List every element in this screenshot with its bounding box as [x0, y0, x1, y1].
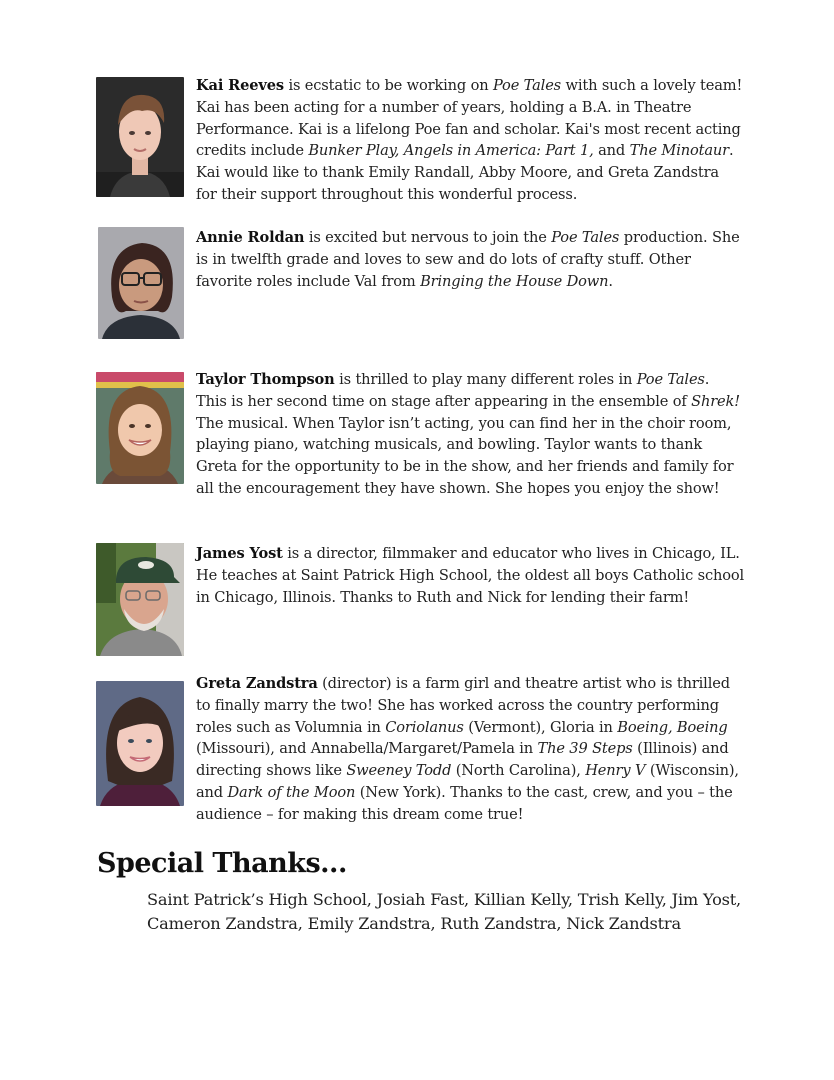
bio-title-italic: Bunker Play, Angels in America: Part 1,	[308, 142, 594, 160]
bio-text-segment: (New York). Thanks to the cast, crew, and you – the audience – for making this dream come true!	[196, 783, 733, 823]
bio-text-segment: with such a lovely team! Kai has been acting for a number of years, holding a B.A. in Theatre Performance. Kai is a lifelong Poe fan and scholar. Kai's most recent acting credits include	[196, 77, 743, 160]
bio-text-segment: is thrilled to play many different roles in	[334, 371, 637, 388]
bio-title-italic: Boeing, Boeing	[617, 718, 728, 736]
bio-name: Kai Reeves	[196, 77, 284, 94]
special-thanks-heading: Special Thanks...	[97, 848, 347, 879]
bio-title-italic: The Minotaur	[629, 142, 729, 160]
bio-text-segment: (director) is a farm girl and theatre artist who is thrilled to finally marry the two! She has worked across the country performing roles such as Volumnia in	[196, 675, 730, 736]
bio-text-segment: (North Carolina),	[451, 762, 586, 780]
bio-text-segment: . Kai would like to thank Emily Randall, Abby Moore, and Greta Zandstra for their support throughout this wonderful process.	[196, 142, 734, 203]
bio-text-segment: is a director, filmmaker and educator who lives in Chicago, IL. He teaches at Saint Patrick High School, the oldest all boys Catholic school in Chicago, Illinois. Thanks to Ruth and Nick for lending their farm!	[196, 545, 745, 606]
bio-name: Annie Roldan	[196, 229, 305, 246]
bio-text-segment: (Illinois) and directing shows like	[196, 740, 729, 780]
bio-title-italic: Poe Tales	[636, 371, 705, 388]
bio-title-italic: Shrek!	[691, 392, 740, 410]
headshot-photo	[96, 681, 184, 806]
headshot-photo	[96, 77, 184, 197]
bio-title-italic: The 39 Steps	[537, 740, 633, 758]
bio-text-segment: is excited but nervous to join the	[304, 229, 552, 246]
bio-name: James Yost	[196, 545, 283, 562]
bio-text	[196, 673, 744, 826]
bio-title-italic: Henry V	[585, 762, 646, 780]
bio-text-segment: (Wisconsin), and	[196, 762, 739, 801]
bio-text	[196, 543, 744, 608]
bio-text-segment: (Vermont), Gloria in	[463, 718, 618, 736]
bio-text-segment: .	[608, 272, 613, 290]
bio-title-italic: Bringing the House Down	[420, 272, 609, 290]
bio-text-segment: (Missouri), and Annabella/Margaret/Pamela in	[196, 740, 538, 758]
bio-text	[196, 369, 744, 500]
headshot-photo	[96, 543, 184, 656]
bio-name: Taylor Thompson	[196, 371, 335, 388]
bio-name: Greta Zandstra	[196, 675, 318, 692]
bio-title-italic: Coriolanus	[385, 718, 464, 736]
bio-title-italic: Dark of the Moon	[227, 783, 356, 801]
special-thanks-list: Saint Patrick’s High School, Josiah Fast, Killian Kelly, Trish Kelly, Jim Yost, Cameron Zandstra, Emily Zandstra, Ruth Zandstra, Nick Zandstra	[147, 890, 742, 933]
headshot-photo	[96, 372, 184, 484]
bio-text-segment: . This is her second time on stage after appearing in the ensemble of	[196, 371, 710, 410]
bio-title-italic: Poe Tales	[492, 77, 562, 94]
bio-text-segment: is ecstatic to be working on	[283, 77, 493, 94]
bio-text-segment: production. She is in twelfth grade and loves to sew and do lots of crafty stuff. Other favorite roles include Val from	[196, 229, 740, 290]
bio-title-italic: Sweeney Todd	[346, 762, 452, 780]
bio-text-segment: The musical. When Taylor isn’t acting, you can find her in the choir room, playing piano, watching musicals, and bowling. Taylor wants to thank Greta for the opportunity to be in the show, and her friends and family for all the encouragement they have shown. She hopes you enjoy the show!	[196, 414, 734, 497]
headshot-photo	[98, 227, 184, 339]
bio-text-segment: and	[593, 142, 630, 160]
bio-title-italic: Poe Tales	[551, 229, 620, 246]
bio-text	[196, 75, 744, 206]
bio-text	[196, 227, 744, 292]
